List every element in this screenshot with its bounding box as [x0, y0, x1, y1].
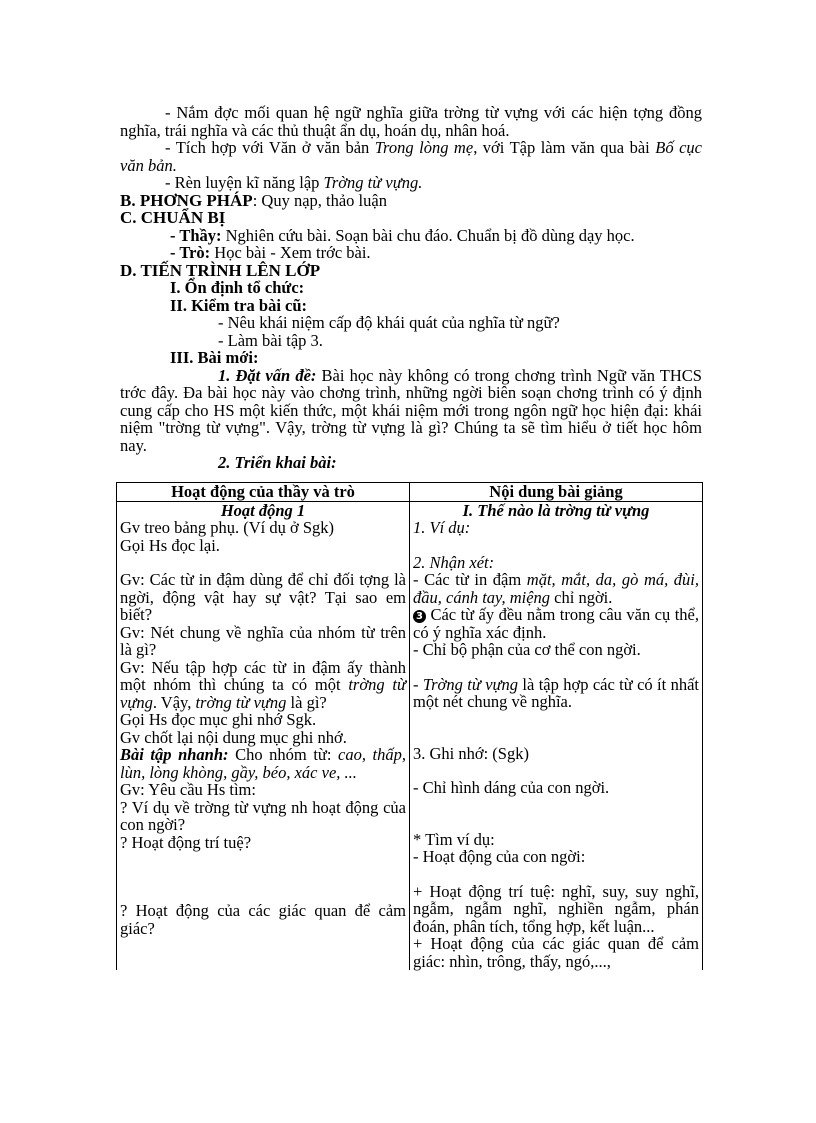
- left-r3: Gọi Hs đọc lại.: [120, 535, 220, 555]
- objective-3: - Rèn luyện kĩ năng lập Trờng từ vựng.: [165, 173, 423, 192]
- right-r2: 1. Ví dụ:: [413, 518, 471, 537]
- spacer: [120, 868, 406, 885]
- left-column: [117, 501, 410, 970]
- section-title: I. Thế nào là trờng từ vựng: [462, 500, 650, 520]
- right-r3: 2. Nhận xét:: [413, 552, 495, 572]
- lesson-table: [116, 482, 703, 970]
- left-r10: ? Hoạt động trí tuệ?: [120, 832, 252, 852]
- spacer: [413, 711, 699, 728]
- left-r5: Gv: Nét chung về nghĩa của nhóm từ trên là gì?: [120, 622, 406, 659]
- right-column: [410, 501, 703, 970]
- question-1: - Nêu khái niệm cấp độ khái quát của nghĩa từ ngữ?: [218, 313, 560, 332]
- section-c-title: C. CHUẨN BỊ: [120, 208, 226, 227]
- objective-1: - Nắm đợc mối quan hệ ngữ nghĩa giữa trờng từ vựng với các hiện tợng đồng nghĩa, trái nghĩa và các thủ thuật ẩn dụ, hoán dụ, nhân hoá.: [120, 103, 702, 140]
- left-r8: Bài tập nhanh: Cho nhóm từ: cao, thấp, lùn, lòng khòng, gầy, béo, xác ve, ...: [120, 745, 407, 782]
- spacer: [120, 554, 406, 571]
- spacer: [413, 537, 699, 554]
- intro-paragraph: 1. Đặt vấn đề: Bài học này không có trong chơng trình Ngữ văn THCS trớc đây. Đa bài học này vào chơng trình, những ngời biên soạn chơng trình có ý định cung cấp cho HS một kiến thức, một khái niệm mới trong ngôn ngữ học hiện đại: khái niệm "trờng từ vựng". Vậy, trờng từ vựng là gì? Chúng ta sẽ tìm hiểu ở tiết học hôm nay.: [120, 365, 702, 455]
- left-r6: Gv: Nếu tập hợp các từ in đậm ấy thành một nhóm thì chúng ta có một trờng từ vựng. Vậy, trờng từ vựng là gì?: [120, 657, 406, 712]
- section-b: B. PHƠNG PHÁP: Quy nạp, thảo luận: [120, 190, 387, 210]
- step-deploy: 2. Triển khai bài:: [218, 453, 337, 472]
- right-r4: - Các từ in đậm mặt, mắt, da, gò má, đùi, đầu, cánh tay, miệng chỉ ngời.: [413, 570, 700, 607]
- spacer: [413, 762, 699, 779]
- spacer: [413, 866, 699, 883]
- spacer: [120, 885, 406, 902]
- number-3-bullet-icon: 3: [413, 610, 426, 623]
- step-1: I. Ổn định tổ chức:: [170, 278, 305, 297]
- right-r5: - Chỉ bộ phận của cơ thể con ngời.: [413, 640, 641, 659]
- right-r11: + Hoạt động của các giác quan để cảm giác: nhìn, trông, thấy, ngó,...,: [413, 934, 699, 971]
- left-r2: Gv treo bảng phụ. (Ví dụ ở Sgk): [120, 518, 335, 537]
- right-r8: - Chỉ hình dáng của con ngời.: [413, 778, 610, 797]
- activity-title: Hoạt động 1: [220, 500, 306, 520]
- left-r4: Gv: Các từ in đậm dùng để chỉ đối tợng là ngời, động vật hay sự vật? Tại sao em biết?: [120, 570, 406, 624]
- right-r9b: - Hoạt động của con ngời:: [413, 847, 586, 866]
- section-d-title: D. TIẾN TRÌNH LÊN LỚP: [120, 260, 321, 280]
- prep-student: - Trò: Học bài - Xem trớc bài.: [170, 243, 371, 262]
- step-3: III. Bài mới:: [170, 348, 259, 367]
- left-r9a: Gv: Yêu cầu Hs tìm:: [120, 780, 256, 799]
- objective-2: - Tích hợp với Văn ở văn bản Trong lòng mẹ, với Tập làm văn qua bài Bố cục văn bản.: [120, 138, 702, 175]
- spacer: [413, 728, 699, 745]
- prep-teacher: - Thầy: Nghiên cứu bài. Soạn bài chu đáo. Chuẩn bị đồ dùng dạy học.: [170, 225, 635, 245]
- question-2: - Làm bài tập 3.: [218, 330, 323, 350]
- right-r6: - Trờng từ vựng là tập hợp các từ có ít nhất một nét chung về nghĩa.: [413, 674, 699, 711]
- right-r10: + Hoạt động trí tuệ: nghĩ, suy, suy nghĩ, ngẫm, ngẫm nghĩ, nghiền ngẫm, phán đoán, phân tích, tổng hợp, kết luận...: [413, 881, 699, 936]
- header-right: Nội dung bài giảng: [410, 483, 703, 502]
- document-body: [120, 104, 702, 472]
- left-r7a: Gọi Hs đọc mục ghi nhớ Sgk.: [120, 710, 317, 729]
- spacer: [413, 814, 699, 831]
- step-2: II. Kiểm tra bài cũ:: [170, 295, 308, 315]
- spacer: [413, 797, 699, 814]
- header-left: Hoạt động của thầy và trò: [117, 483, 410, 502]
- right-r9a: * Tìm ví dụ:: [413, 829, 495, 849]
- right-r4b: 3 Các từ ấy đều nằm trong câu văn cụ thể, có ý nghĩa xác định.: [413, 605, 699, 642]
- right-r7: 3. Ghi nhớ: (Sgk): [413, 743, 529, 763]
- spacer: [120, 851, 406, 868]
- left-r11: ? Hoạt động của các giác quan để cảm giác?: [120, 901, 406, 938]
- left-r9b: ? Ví dụ về trờng từ vựng nh hoạt động của con ngời?: [120, 797, 406, 834]
- left-r7b: Gv chốt lại nội dung mục ghi nhớ.: [120, 727, 347, 747]
- spacer: [413, 659, 699, 676]
